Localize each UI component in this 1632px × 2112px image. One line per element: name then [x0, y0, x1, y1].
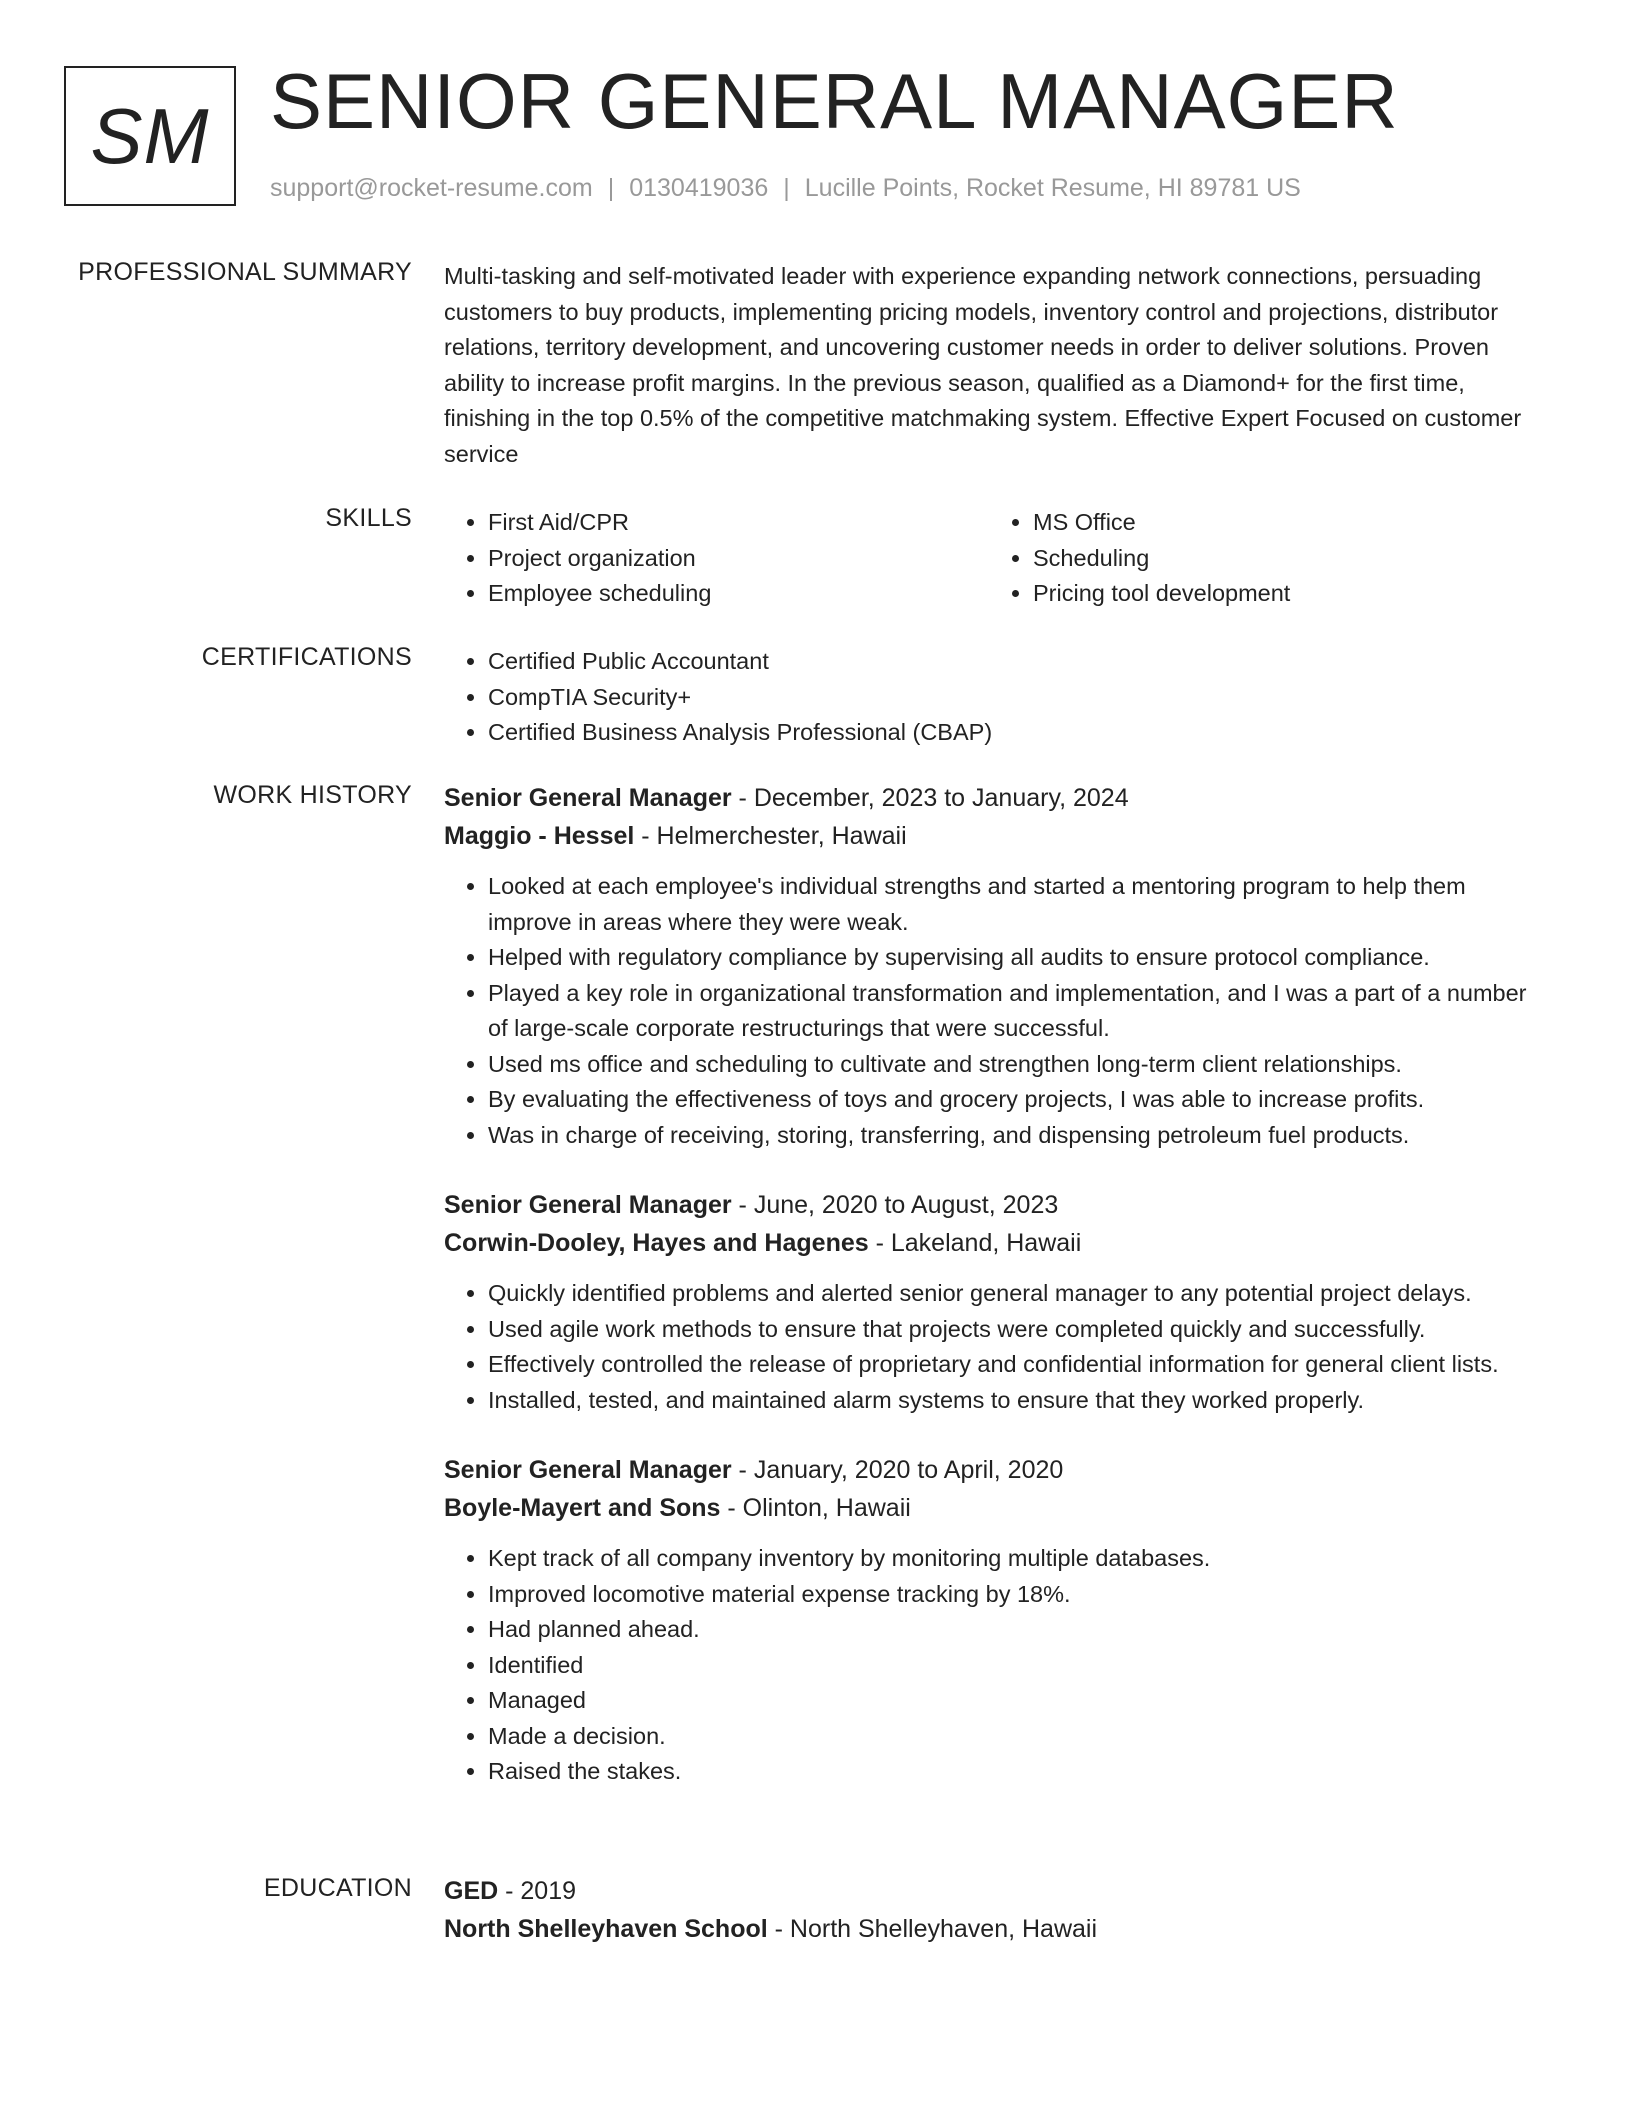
contact-separator: | [783, 174, 790, 202]
work-history-label: WORK HISTORY [213, 781, 412, 809]
certifications-body [444, 644, 1544, 751]
job-entry [444, 1451, 1544, 1790]
list-item: • First Aid/CPR [488, 505, 989, 541]
education-label: EDUCATION [263, 1874, 412, 1902]
job-bullets [444, 1276, 1544, 1418]
contact-address: Lucille Points, Rocket Resume, HI 89781 US [804, 174, 1301, 202]
list-item: • Certified Business Analysis Professional (CBAP) [488, 715, 1544, 751]
job-company-line [444, 817, 1544, 855]
list-item: • Effectively controlled the release of proprietary and confidential information for general client lists. [488, 1347, 1544, 1383]
job-company: Boyle-Mayert and Sons [444, 1494, 721, 1522]
job-company-line [444, 1224, 1544, 1262]
list-item: • Raised the stakes. [488, 1754, 1544, 1790]
job-dates: - January, 2020 to April, 2020 [731, 1456, 1064, 1484]
list-item: • MS Office [1033, 505, 1534, 541]
job-bullets [444, 1541, 1544, 1790]
job-entry [444, 779, 1544, 1153]
list-item: • Identified [488, 1648, 1544, 1684]
job-entry [444, 1186, 1544, 1418]
education-degree-line [444, 1872, 1544, 1910]
job-title: Senior General Manager [444, 1191, 732, 1219]
summary-body [444, 259, 1544, 472]
monogram-box [64, 66, 236, 206]
skills-list-right [989, 505, 1534, 612]
job-title-line [444, 1451, 1544, 1489]
skills-label: SKILLS [325, 504, 412, 532]
job-dates: - June, 2020 to August, 2023 [731, 1191, 1059, 1219]
job-title-line [444, 779, 1544, 817]
list-item: • Pricing tool development [1033, 576, 1534, 612]
list-item: • Kept track of all company inventory by monitoring multiple databases. [488, 1541, 1544, 1577]
skills-column-right [989, 505, 1534, 612]
job-title: Senior General Manager [444, 1456, 732, 1484]
list-item: • Played a key role in organizational transformation and implementation, and I was a part of a number of large-scale corporate restructurings that were successful. [488, 976, 1544, 1047]
list-item: • Helped with regulatory compliance by supervising all audits to ensure protocol compliance. [488, 940, 1544, 976]
list-item: • By evaluating the effectiveness of toys and grocery projects, I was able to increase profits. [488, 1082, 1544, 1118]
list-item: • Used ms office and scheduling to cultivate and strengthen long-term client relationships. [488, 1047, 1544, 1083]
list-item: • Had planned ahead. [488, 1612, 1544, 1648]
list-item: • Installed, tested, and maintained alarm systems to ensure that they worked properly. [488, 1383, 1544, 1419]
list-item: • Quickly identified problems and alerted senior general manager to any potential project delays. [488, 1276, 1544, 1312]
contact-phone[interactable]: 0130419036 [629, 174, 769, 202]
summary-text: Multi-tasking and self-motivated leader with experience expanding network connections, persuading customers to buy products, implementing pricing models, inventory control and projections, distributor relations, territory development, and uncovering customer needs in order to deliver solutions. Proven ability to increase profit margins. In the previous season, qualified as a Diamond+ for the first time, finishing in the top 0.5% of the competitive matchmaking system. Effective Expert Focused on customer service [444, 263, 1522, 467]
education-location: - North Shelleyhaven, Hawaii [767, 1915, 1098, 1943]
list-item: • Employee scheduling [488, 576, 989, 612]
summary-label: PROFESSIONAL SUMMARY [78, 258, 412, 286]
list-item: • Scheduling [1033, 541, 1534, 577]
contact-separator: | [607, 174, 615, 202]
certifications-list [444, 644, 1544, 751]
education-school-line [444, 1910, 1544, 1948]
list-item: • Project organization [488, 541, 989, 577]
list-item: • CompTIA Security+ [488, 680, 1544, 716]
list-item: • Managed [488, 1683, 1544, 1719]
education-degree: GED [444, 1877, 499, 1905]
skills-grid [444, 505, 1544, 612]
job-title-line [444, 1186, 1544, 1224]
skills-body [444, 505, 1544, 612]
list-item: • Made a decision. [488, 1719, 1544, 1755]
list-item: • Improved locomotive material expense tracking by 18%. [488, 1577, 1544, 1613]
resume-title: SENIOR GENERAL MANAGER [270, 57, 1399, 145]
education-year: - 2019 [498, 1877, 577, 1905]
work-history-body [444, 779, 1544, 1823]
contact-line [270, 174, 1301, 203]
education-school: North Shelleyhaven School [444, 1915, 768, 1943]
list-item: • Certified Public Accountant [488, 644, 1544, 680]
job-location: - Helmerchester, Hawaii [634, 822, 907, 850]
list-item: • Used agile work methods to ensure that projects were completed quickly and successfully. [488, 1312, 1544, 1348]
list-item: • Looked at each employee's individual strengths and started a mentoring program to help them improve in areas where they were weak. [488, 869, 1544, 940]
job-bullets [444, 869, 1544, 1153]
contact-email[interactable]: support@rocket-resume.com [270, 174, 593, 202]
job-dates: - December, 2023 to January, 2024 [731, 784, 1129, 812]
job-location: - Olinton, Hawaii [720, 1494, 911, 1522]
skills-column-left [444, 505, 989, 612]
certifications-label: CERTIFICATIONS [201, 643, 412, 671]
education-body [444, 1872, 1544, 1948]
job-title: Senior General Manager [444, 784, 732, 812]
job-company-line [444, 1489, 1544, 1527]
skills-list-left [444, 505, 989, 612]
job-company: Maggio - Hessel [444, 822, 635, 850]
job-location: - Lakeland, Hawaii [868, 1229, 1082, 1257]
monogram-text: SM [90, 91, 210, 180]
job-company: Corwin-Dooley, Hayes and Hagenes [444, 1229, 869, 1257]
list-item: • Was in charge of receiving, storing, transferring, and dispensing petroleum fuel products. [488, 1118, 1544, 1154]
